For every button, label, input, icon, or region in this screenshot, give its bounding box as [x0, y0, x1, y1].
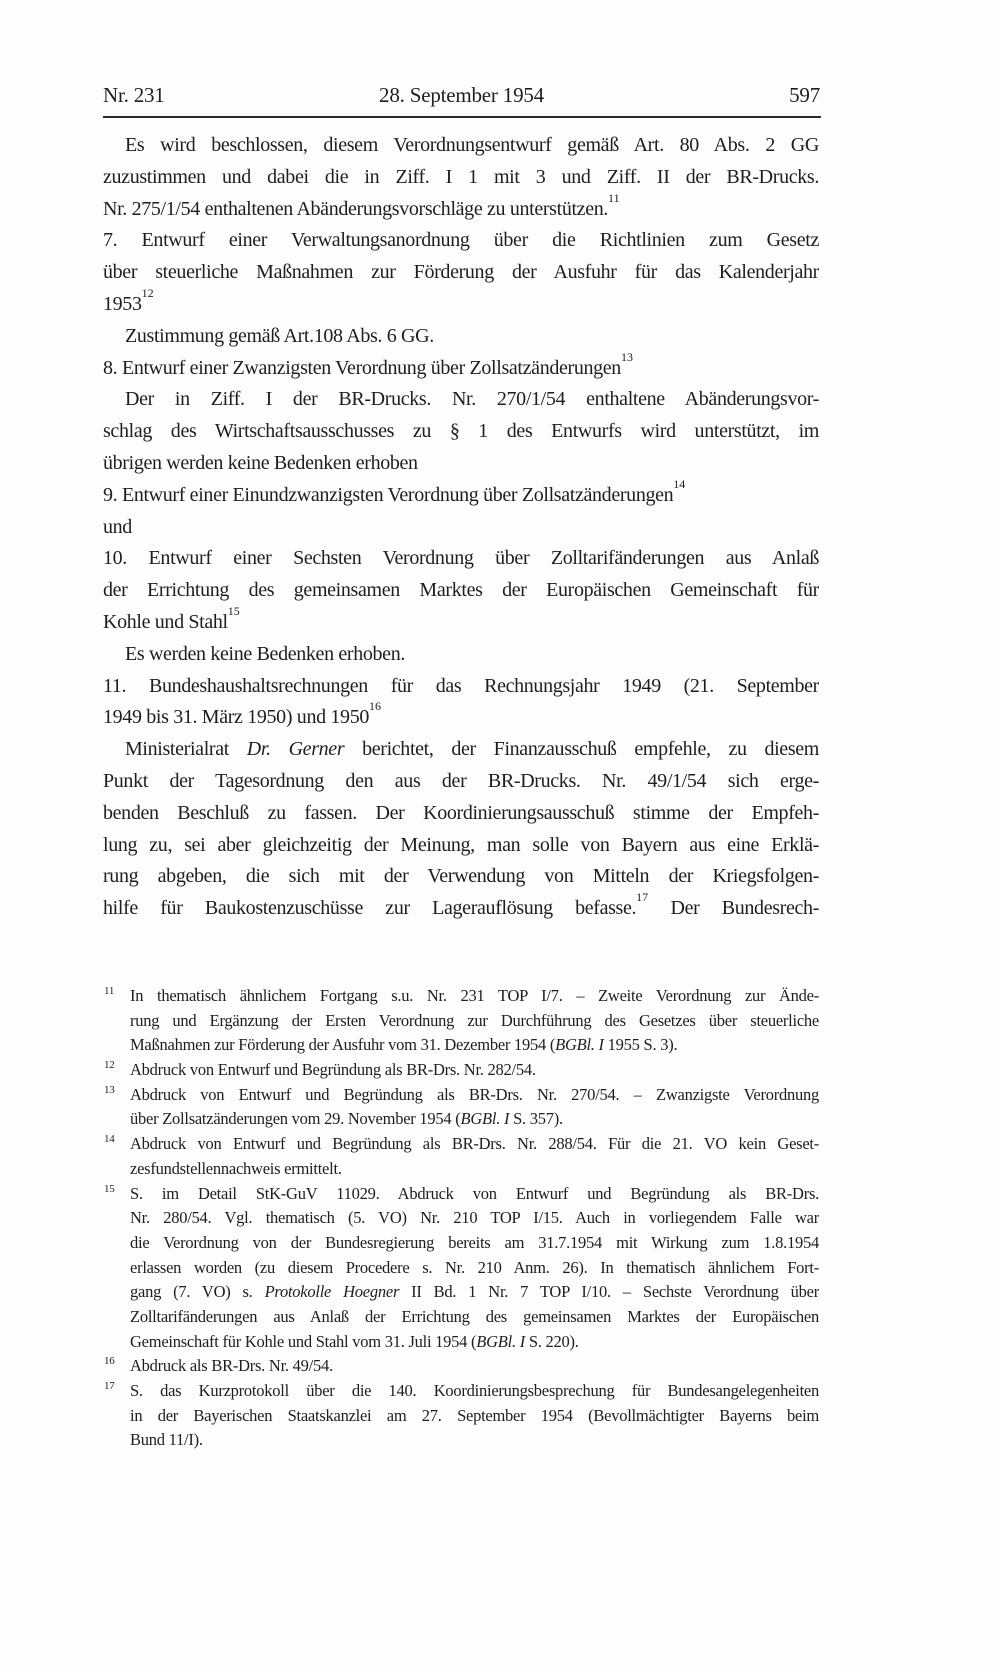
body-line — [103, 702, 819, 734]
body-line — [103, 830, 819, 862]
header-doc-number: Nr. 231 — [103, 83, 165, 107]
text-run: S. 357). — [509, 1109, 563, 1129]
text-run: schlag des Wirtschaftsausschusses zu § 1 des Entwurfs wird unterstützt, im — [103, 420, 819, 443]
text-run: Der in Ziff. I der BR-Drucks. Nr. 270/1/54 enthaltene Abänderungsvor- — [125, 388, 819, 411]
text-run: Es wird beschlossen, diesem Verordnungsentwurf gemäß Art. 80 Abs. 2 GG — [125, 134, 819, 156]
text-run: die Verordnung von der Bundesregierung bereits am 31.7.1954 mit Wirkung zum 1.8.1954 — [130, 1232, 819, 1252]
paragraph — [103, 130, 819, 225]
text-run: zuzustimmen und dabei die in Ziff. I 1 mit 3 und Ziff. II der BR-Drucks. — [103, 165, 819, 188]
footnote-ref: 16 — [369, 702, 381, 714]
paragraph — [103, 480, 819, 512]
text-run: Maßnahmen zur Förderung der Ausfuhr vom 31. Dezember 1954 ( — [130, 1035, 556, 1055]
text-run: Punkt der Tagesordnung den aus der BR-Drucks. Nr. 49/1/54 sich erge- — [103, 769, 819, 792]
body-line — [103, 130, 819, 162]
italic-text: BGBl. I — [460, 1109, 510, 1129]
text-run: Gemeinschaft für Kohle und Stahl vom 31. Juli 1954 ( — [130, 1331, 477, 1351]
footnote-line — [130, 1009, 819, 1034]
body-line — [103, 671, 819, 703]
body-line — [103, 798, 819, 830]
footnote — [103, 1354, 819, 1379]
text-run: 1949 bis 31. März 1950) und 1950 — [103, 706, 369, 729]
body-line — [103, 384, 819, 416]
text-run: Kohle und Stahl — [103, 610, 228, 633]
paragraph — [103, 671, 819, 735]
body-line — [103, 353, 819, 385]
text-run: 1955 S. 3). — [603, 1035, 678, 1055]
body-line — [103, 734, 819, 766]
text-run: Zolltarifänderungen aus Anlaß der Errichtung des gemeinsamen Marktes der Europäischen — [130, 1306, 819, 1326]
footnote-number: 13 — [104, 1083, 115, 1096]
footnote-line — [130, 1083, 819, 1108]
footnote-ref: 11 — [608, 193, 620, 205]
body-text — [103, 130, 819, 925]
footnote-line — [130, 1330, 819, 1355]
italic-text: Dr. Gerner — [246, 738, 345, 761]
footnote-ref: 13 — [620, 352, 633, 364]
body-line — [103, 225, 819, 257]
text-run: 10. Entwurf einer Sechsten Verordnung über Zolltarifänderungen aus Anlaß — [103, 547, 819, 570]
body-line — [103, 321, 819, 353]
footnote-number: 11 — [104, 985, 115, 997]
footnote-line — [130, 1280, 819, 1305]
text-run: 8. Entwurf einer Zwanzigsten Verordnung über Zollsatzänderungen — [103, 356, 621, 379]
footnote-number: 16 — [104, 1355, 115, 1368]
text-run: 11. Bundeshaushaltsrechnungen für das Rechnungsjahr 1949 (21. September — [103, 674, 819, 697]
footnote-number: 17 — [104, 1380, 115, 1392]
paragraph — [103, 639, 819, 671]
body-line — [103, 575, 819, 607]
text-run: Ministerialrat — [125, 738, 247, 761]
footnote — [103, 1083, 819, 1132]
body-line — [103, 257, 819, 289]
body-line — [103, 512, 819, 544]
text-run: rung abgeben, die sich mit der Verwendung von Mitteln der Kriegsfolgen- — [103, 865, 819, 888]
footnote-line — [130, 1182, 819, 1207]
footnote-number: 12 — [104, 1059, 115, 1072]
text-run: rung und Ergänzung der Ersten Verordnung zur Durchführung des Gesetzes über steuerliche — [130, 1010, 819, 1030]
paragraph — [103, 734, 819, 925]
footnote-line — [130, 1305, 819, 1330]
text-run: Abdruck von Entwurf und Begründung als BR-Drs. Nr. 270/54. – Zwanzigste Verordnung — [130, 1084, 819, 1104]
body-line — [103, 162, 819, 194]
text-run: 7. Entwurf einer Verwaltungsanordnung über die Richtlinien zum Gesetz — [103, 229, 819, 252]
body-line — [103, 448, 819, 480]
footnote-line — [130, 1157, 819, 1182]
footnote-line — [130, 1428, 819, 1453]
body-line — [103, 766, 819, 798]
text-run: Es werden keine Bedenken erhoben. — [125, 642, 406, 665]
paragraph — [103, 321, 819, 353]
text-run: und — [103, 515, 132, 538]
footnote — [103, 1182, 819, 1355]
footnote-line — [130, 1404, 819, 1429]
text-run: der Errichtung des gemeinsamen Marktes der Europäischen Gemeinschaft für — [103, 579, 819, 602]
text-run: zesfundstellennachweis ermittelt. — [130, 1158, 342, 1178]
header-date: 28. September 1954 — [379, 83, 544, 107]
footnote — [103, 984, 819, 1058]
footnote-number: 14 — [104, 1133, 115, 1146]
text-run: S. im Detail StK-GuV 11029. Abdruck von Entwurf und Begründung als BR-Drs. — [130, 1183, 819, 1203]
paragraph — [103, 543, 819, 638]
paragraph — [103, 512, 819, 544]
footnote-line — [130, 1231, 819, 1256]
page-header — [103, 82, 820, 108]
footnote-line — [130, 1058, 819, 1083]
text-run: über steuerliche Maßnahmen zur Förderung der Ausfuhr für das Kalenderjahr — [103, 261, 819, 284]
text-run: übrigen werden keine Bedenken erhoben — [103, 451, 418, 474]
footnote-line — [130, 984, 819, 1009]
text-run: Der Bundesrech- — [648, 897, 819, 920]
italic-text: Protokolle Hoegner — [264, 1282, 400, 1302]
text-run: In thematisch ähnlichem Fortgang s.u. Nr. 231 TOP I/7. – Zweite Verordnung zur Ände- — [130, 986, 819, 1005]
body-line — [103, 639, 819, 671]
footnote-ref: 12 — [141, 288, 154, 300]
text-run: Abdruck von Entwurf und Begründung als BR-Drs. Nr. 282/54. — [130, 1060, 536, 1080]
body-line — [103, 543, 819, 575]
text-run: S. 220). — [524, 1331, 579, 1351]
text-run: lung zu, sei aber gleichzeitig der Meinung, man solle von Bayern aus eine Erklä- — [103, 833, 819, 856]
footnotes-section — [103, 984, 819, 1453]
footnote-line — [130, 1033, 819, 1058]
body-line — [103, 893, 819, 925]
text-run: berichtet, der Finanzausschuß empfehle, zu diesem — [344, 738, 819, 761]
body-line — [103, 416, 819, 448]
footnote-number: 15 — [104, 1182, 115, 1195]
text-run: gang (7. VO) s. — [130, 1282, 265, 1302]
text-run: Zustimmung gemäß Art.108 Abs. 6 GG. — [125, 324, 434, 347]
text-run: S. das Kurzprotokoll über die 140. Koordinierungsbesprechung für Bundesangelegenheiten — [130, 1381, 819, 1400]
text-run: Abdruck als BR-Drs. Nr. 49/54. — [130, 1356, 333, 1376]
text-run: Abdruck von Entwurf und Begründung als BR-Drs. Nr. 288/54. Für die 21. VO kein Geset- — [130, 1134, 819, 1154]
text-run: hilfe für Baukostenzuschüsse zur Lagerauflösung befasse. — [103, 897, 637, 920]
text-run: 9. Entwurf einer Einundzwanzigsten Verordnung über Zollsatzänderungen — [103, 483, 674, 506]
header-rule — [103, 116, 821, 118]
paragraph — [103, 225, 819, 320]
body-line — [103, 480, 819, 512]
body-line — [103, 194, 819, 226]
footnote-ref: 14 — [673, 479, 686, 491]
italic-text: BGBl. I — [476, 1331, 525, 1351]
footnote-ref: 15 — [227, 606, 240, 618]
body-line — [103, 861, 819, 893]
text-run: Bund 11/I). — [130, 1430, 203, 1450]
italic-text: BGBl. I — [555, 1035, 604, 1055]
footnote-line — [130, 1206, 819, 1231]
paragraph — [103, 384, 819, 479]
body-line — [103, 607, 819, 639]
text-run: II Bd. 1 Nr. 7 TOP I/10. – Sechste Verordnung über — [399, 1282, 819, 1302]
footnote-line — [130, 1132, 819, 1157]
footnote — [103, 1379, 819, 1453]
footnote-line — [130, 1107, 819, 1132]
body-line — [103, 289, 819, 321]
footnote — [103, 1132, 819, 1181]
text-run: benden Beschluß zu fassen. Der Koordinierungsausschuß stimme der Empfeh- — [103, 801, 819, 824]
text-run: über Zollsatzänderungen vom 29. November 1954 ( — [130, 1109, 461, 1129]
footnote — [103, 1058, 819, 1083]
text-run: in der Bayerischen Staatskanzlei am 27. September 1954 (Bevollmächtigter Bayerns beim — [130, 1405, 819, 1425]
footnote-line — [130, 1379, 819, 1404]
text-run: Nr. 280/54. Vgl. thematisch (5. VO) Nr. 210 TOP I/15. Auch in vorliegendem Falle war — [130, 1208, 819, 1228]
text-run: Nr. 275/1/54 enthaltenen Abänderungsvorschläge zu unterstützen. — [103, 197, 609, 220]
footnote-ref: 17 — [636, 893, 649, 905]
text-run: erlassen worden (zu diesem Procedere s. Nr. 210 Anm. 26). In thematisch ähnlichem Fort- — [130, 1257, 819, 1277]
text-run: 1953 — [103, 292, 142, 315]
paragraph — [103, 353, 819, 385]
footnote-line — [130, 1354, 819, 1379]
footnote-line — [130, 1256, 819, 1281]
header-page-number: 597 — [789, 83, 820, 107]
